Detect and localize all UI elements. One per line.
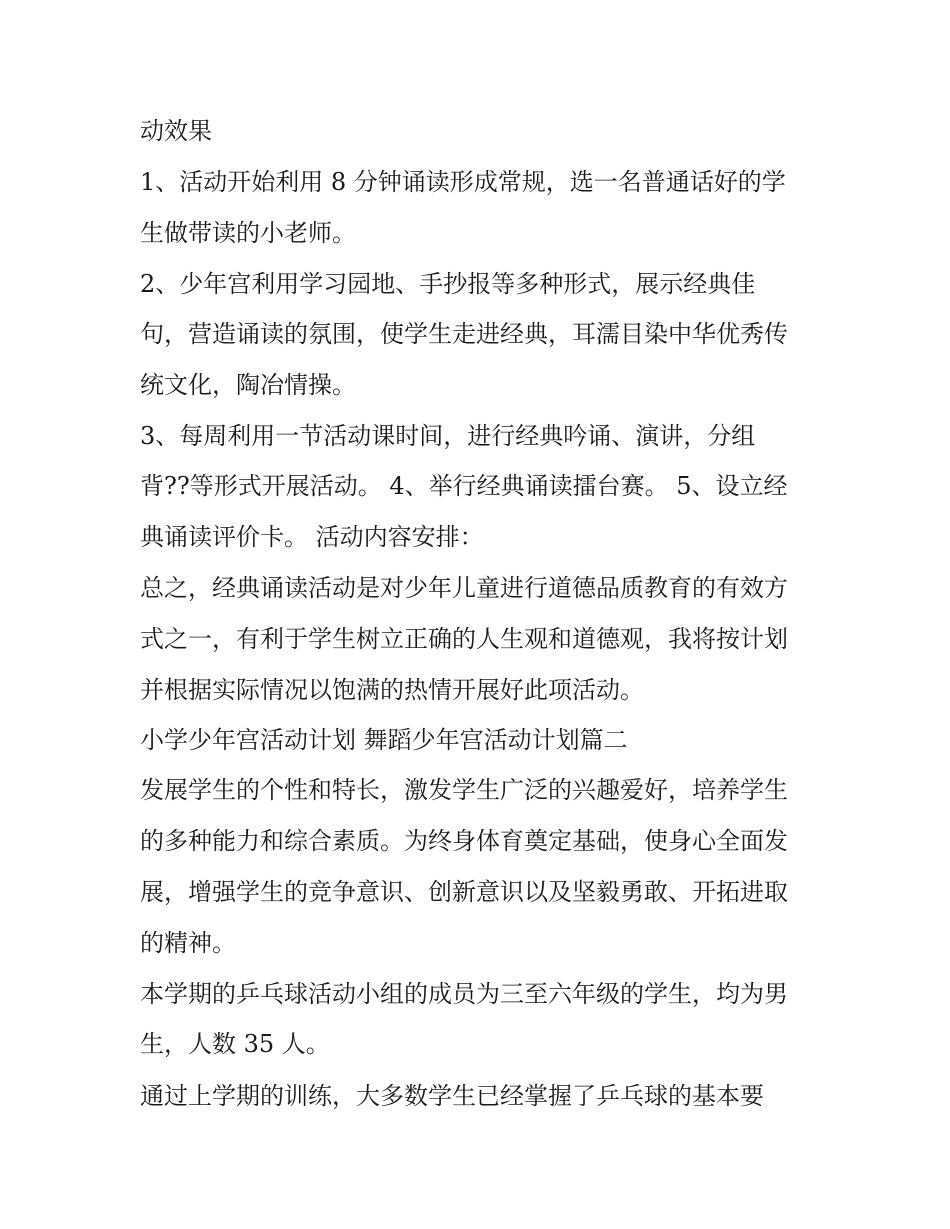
text-line: 2、少年宫利用学习园地、手抄报等多种形式，展示经典佳 xyxy=(140,270,756,298)
text-line: 句，营造诵读的氛围，使学生走进经典，耳濡目染中华优秀传 xyxy=(140,320,788,348)
text-line: 式之一，有利于学生树立正确的人生观和道德观，我将按计划 xyxy=(140,625,788,653)
text-line: 的多种能力和综合素质。为终身体育奠定基础，使身心全面发 xyxy=(140,827,788,855)
text-line: 并根据实际情况以饱满的热情开展好此项活动。 xyxy=(140,676,644,704)
text-line: 的精神。 xyxy=(140,929,236,957)
text-line: 总之，经典诵读活动是对少年儿童进行道德品质教育的有效方 xyxy=(140,574,788,602)
text-line: 展，增强学生的竞争意识、创新意识以及坚毅勇敢、开拓进取 xyxy=(140,878,788,906)
text-line: 本学期的乒乓球活动小组的成员为三至六年级的学生，均为男 xyxy=(140,980,788,1008)
text-line: 生做带读的小老师。 xyxy=(140,219,356,247)
text-line: 1、活动开始利用 8 分钟诵读形成常规，选一名普通话好的学 xyxy=(140,168,786,196)
text-line: 通过上学期的训练，大多数学生已经掌握了乒乓球的基本要 xyxy=(140,1082,764,1110)
text-line: 典诵读评价卡。 活动内容安排： xyxy=(140,523,484,551)
text-line: 动效果 xyxy=(140,117,212,145)
text-line: 生，人数 35 人。 xyxy=(140,1030,330,1058)
section-heading: 小学少年宫活动计划 舞蹈少年宫活动计划篇二 xyxy=(140,726,628,754)
text-line: 3、每周利用一节活动课时间，进行经典吟诵、演讲，分组 xyxy=(140,422,756,450)
text-line: 发展学生的个性和特长，激发学生广泛的兴趣爱好，培养学生 xyxy=(140,776,788,804)
text-line: 统文化，陶冶情操。 xyxy=(140,371,356,399)
text-line: 背??等形式开展活动。 4、举行经典诵读擂台赛。 5、设立经 xyxy=(140,472,788,500)
